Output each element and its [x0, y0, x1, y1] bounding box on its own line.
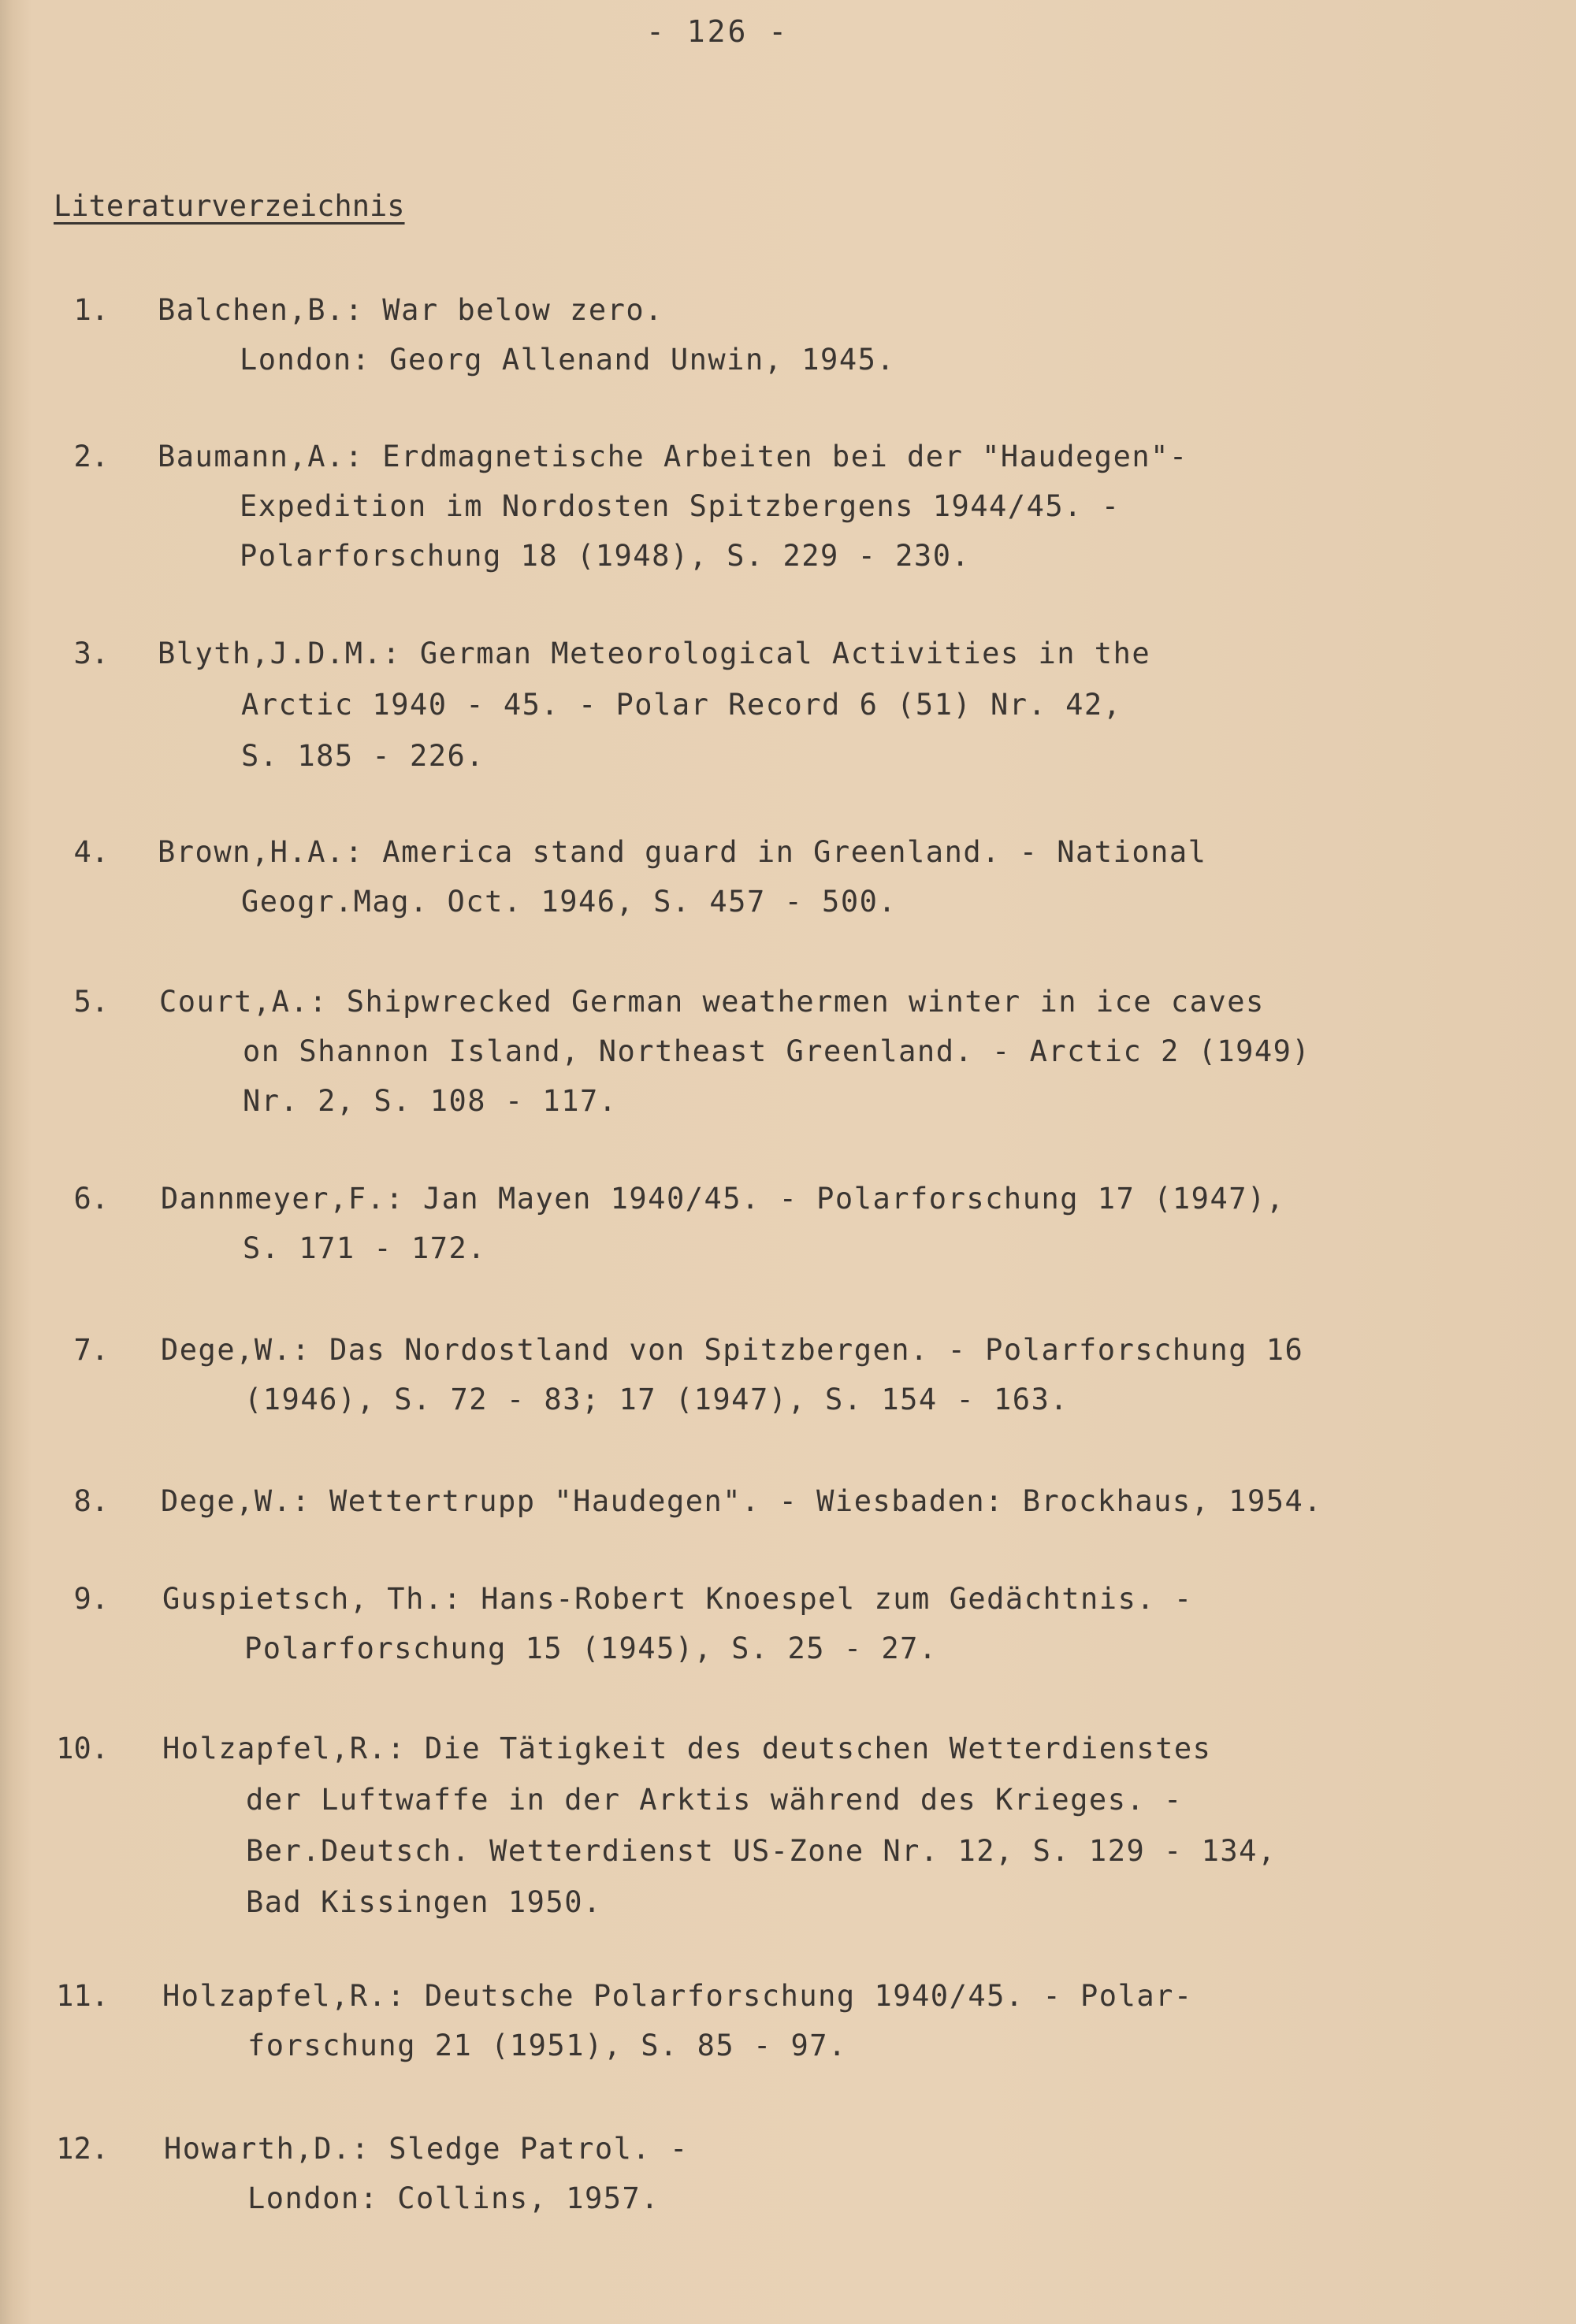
entry-line: Nr. 2, S. 108 - 117. — [243, 1084, 618, 1118]
entry-number: 1. — [73, 293, 109, 327]
entry-line: Ber.Deutsch. Wetterdienst US-Zone Nr. 12, S. 129 - 134, — [246, 1834, 1277, 1868]
entry-line: Balchen,B.: War below zero. — [158, 293, 663, 327]
entry-line: Brown,H.A.: America stand guard in Greenland. - National — [158, 835, 1207, 869]
entry-line: Polarforschung 15 (1945), S. 25 - 27. — [244, 1632, 938, 1665]
entry-line: London: Georg Allenand Unwin, 1945. — [240, 343, 896, 377]
entry-line: on Shannon Island, Northeast Greenland. - Arctic 2 (1949) — [243, 1034, 1311, 1068]
entry-line: Dege,W.: Das Nordostland von Spitzbergen. - Polarforschung 16 — [161, 1333, 1304, 1367]
entry-number: 5. — [73, 985, 109, 1019]
entry-number: 4. — [73, 835, 109, 869]
entry-line: Expedition im Nordosten Spitzbergens 1944/45. - — [240, 489, 1121, 523]
entry-number: 7. — [73, 1333, 109, 1367]
entry-line: Polarforschung 18 (1948), S. 229 - 230. — [240, 539, 971, 573]
entry-number: 8. — [73, 1484, 109, 1518]
entry-line: Guspietsch, Th.: Hans-Robert Knoespel zum Gedächtnis. - — [162, 1582, 1193, 1616]
entry-line: S. 185 - 226. — [241, 739, 485, 773]
entry-number: 6. — [73, 1182, 109, 1216]
entry-line: Court,A.: Shipwrecked German weathermen winter in ice caves — [159, 985, 1265, 1019]
entry-line: Howarth,D.: Sledge Patrol. - — [164, 2132, 689, 2166]
entry-number: 10. — [56, 1732, 109, 1765]
entry-number: 12. — [56, 2132, 109, 2166]
entry-line: S. 171 - 172. — [243, 1231, 487, 1265]
page-number: - 126 - — [646, 14, 790, 49]
entry-line: Bad Kissingen 1950. — [246, 1885, 602, 1919]
entry-number: 2. — [73, 440, 109, 473]
entry-line: (1946), S. 72 - 83; 17 (1947), S. 154 - 163. — [244, 1383, 1069, 1416]
entry-line: Holzapfel,R.: Deutsche Polarforschung 1940/45. - Polar- — [162, 1979, 1193, 2013]
entry-line: der Luftwaffe in der Arktis während des Krieges. - — [246, 1783, 1183, 1817]
entry-line: Dannmeyer,F.: Jan Mayen 1940/45. - Polarforschung 17 (1947), — [161, 1182, 1285, 1216]
entry-number: 11. — [56, 1979, 109, 2013]
entry-line: Dege,W.: Wettertrupp "Haudegen". - Wiesbaden: Brockhaus, 1954. — [161, 1484, 1323, 1518]
entry-line: Arctic 1940 - 45. - Polar Record 6 (51) Nr. 42, — [241, 688, 1122, 722]
entry-line: Baumann,A.: Erdmagnetische Arbeiten bei der "Haudegen"- — [158, 440, 1188, 473]
page-title: Literaturverzeichnis — [54, 189, 405, 223]
entry-line: Blyth,J.D.M.: German Meteorological Activities in the — [158, 637, 1151, 670]
entry-number: 9. — [73, 1582, 109, 1616]
entry-line: London: Collins, 1957. — [247, 2181, 660, 2215]
entry-line: Holzapfel,R.: Die Tätigkeit des deutschen Wetterdienstes — [162, 1732, 1212, 1765]
entry-line: forschung 21 (1951), S. 85 - 97. — [247, 2029, 847, 2062]
entry-number: 3. — [73, 637, 109, 670]
entry-line: Geogr.Mag. Oct. 1946, S. 457 - 500. — [241, 885, 898, 919]
